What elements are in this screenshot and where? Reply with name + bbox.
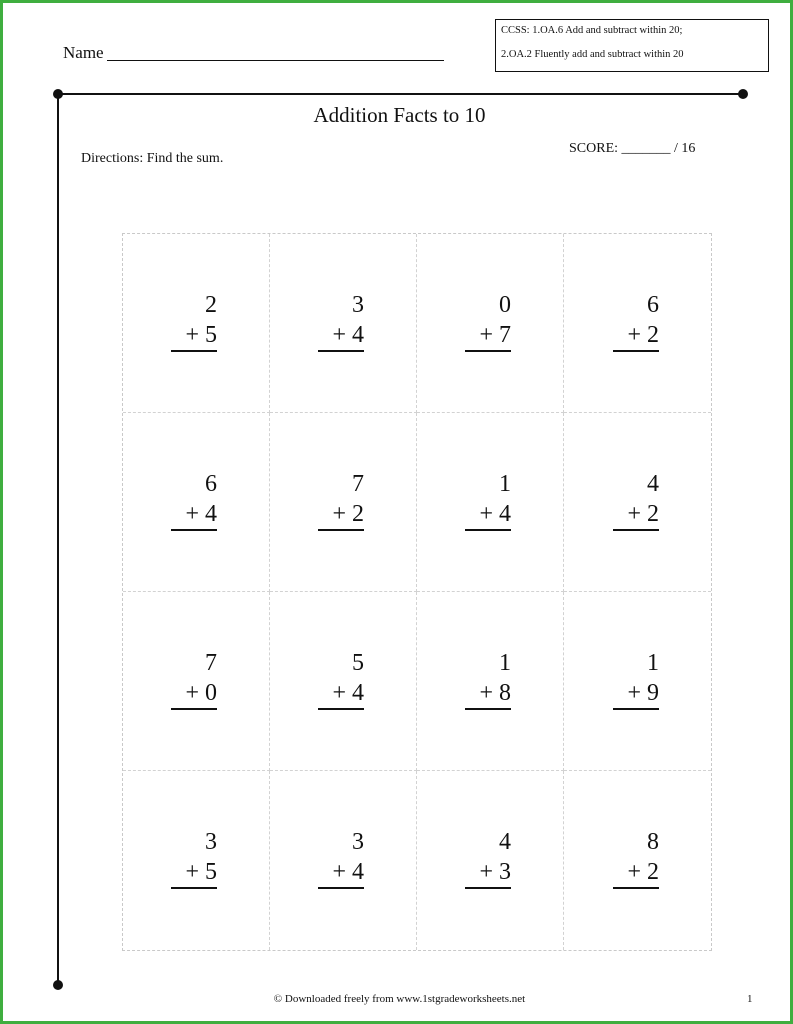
addend-top: 4 xyxy=(499,829,511,855)
addend-bottom: + 4 xyxy=(318,320,364,352)
addition-problem xyxy=(465,469,511,531)
worksheet-title: Addition Facts to 10 xyxy=(313,103,486,127)
addend-top: 3 xyxy=(352,292,364,318)
problem-cell xyxy=(564,771,711,950)
addend-top: 3 xyxy=(352,829,364,855)
addition-problem xyxy=(171,290,217,352)
addition-problem xyxy=(613,827,659,889)
problem-cell xyxy=(123,771,270,950)
addend-bottom: + 4 xyxy=(318,678,364,710)
addend-top: 3 xyxy=(205,829,217,855)
ccss-line-1: CCSS: 1.OA.6 Add and subtract within 20; xyxy=(501,25,683,36)
problem-cell xyxy=(417,234,564,413)
top-rule xyxy=(57,93,743,95)
addition-problem xyxy=(613,469,659,531)
bottom-left-dot xyxy=(53,980,63,990)
addend-top: 1 xyxy=(647,650,659,676)
footer-credit: © Downloaded freely from www.1stgradeworksheets.net xyxy=(273,993,526,1005)
problem-cell xyxy=(270,413,417,592)
addition-problem xyxy=(318,648,364,710)
problem-cell xyxy=(417,771,564,950)
addend-bottom: + 4 xyxy=(171,499,217,531)
addend-bottom: + 0 xyxy=(171,678,217,710)
addend-bottom: + 3 xyxy=(465,857,511,889)
addition-problem xyxy=(318,827,364,889)
problem-cell xyxy=(123,234,270,413)
page-number: 1 xyxy=(747,993,753,1005)
addend-top: 7 xyxy=(205,650,217,676)
problem-cell xyxy=(417,592,564,771)
addend-top: 5 xyxy=(352,650,364,676)
name-line xyxy=(107,60,444,61)
addend-bottom: + 5 xyxy=(171,857,217,889)
addend-bottom: + 2 xyxy=(613,499,659,531)
addend-bottom: + 7 xyxy=(465,320,511,352)
ccss-line-2: 2.OA.2 Fluently add and subtract within 20 xyxy=(501,49,684,60)
addend-top: 1 xyxy=(499,471,511,497)
ccss-standards-box xyxy=(495,19,769,72)
problem-cell xyxy=(270,592,417,771)
addend-top: 8 xyxy=(647,829,659,855)
addend-top: 7 xyxy=(352,471,364,497)
addend-bottom: + 5 xyxy=(171,320,217,352)
name-label: Name xyxy=(63,43,104,62)
top-right-dot xyxy=(738,89,748,99)
top-left-dot xyxy=(53,89,63,99)
addition-problem xyxy=(318,469,364,531)
addition-problem xyxy=(465,827,511,889)
addend-top: 0 xyxy=(499,292,511,318)
problem-cell xyxy=(123,413,270,592)
left-rule xyxy=(57,93,59,984)
addend-bottom: + 9 xyxy=(613,678,659,710)
problem-cell xyxy=(564,234,711,413)
addition-problem xyxy=(171,648,217,710)
addend-bottom: + 4 xyxy=(465,499,511,531)
addition-problem xyxy=(171,827,217,889)
problem-cell xyxy=(564,592,711,771)
addend-bottom: + 8 xyxy=(465,678,511,710)
addend-bottom: + 2 xyxy=(613,320,659,352)
problem-grid xyxy=(122,233,712,951)
addition-problem xyxy=(465,648,511,710)
problem-cell xyxy=(270,234,417,413)
addend-bottom: + 2 xyxy=(318,499,364,531)
addend-top: 1 xyxy=(499,650,511,676)
score-field: SCORE: _______ / 16 xyxy=(569,141,696,156)
problem-cell xyxy=(564,413,711,592)
problem-cell xyxy=(123,592,270,771)
addend-top: 4 xyxy=(647,471,659,497)
addend-bottom: + 2 xyxy=(613,857,659,889)
addition-problem xyxy=(465,290,511,352)
addition-problem xyxy=(613,648,659,710)
problem-cell xyxy=(270,771,417,950)
addend-bottom: + 4 xyxy=(318,857,364,889)
addition-problem xyxy=(171,469,217,531)
addition-problem xyxy=(613,290,659,352)
addend-top: 2 xyxy=(205,292,217,318)
addition-problem xyxy=(318,290,364,352)
addend-top: 6 xyxy=(205,471,217,497)
addend-top: 6 xyxy=(647,292,659,318)
problem-cell xyxy=(417,413,564,592)
directions: Directions: Find the sum. xyxy=(81,151,224,166)
